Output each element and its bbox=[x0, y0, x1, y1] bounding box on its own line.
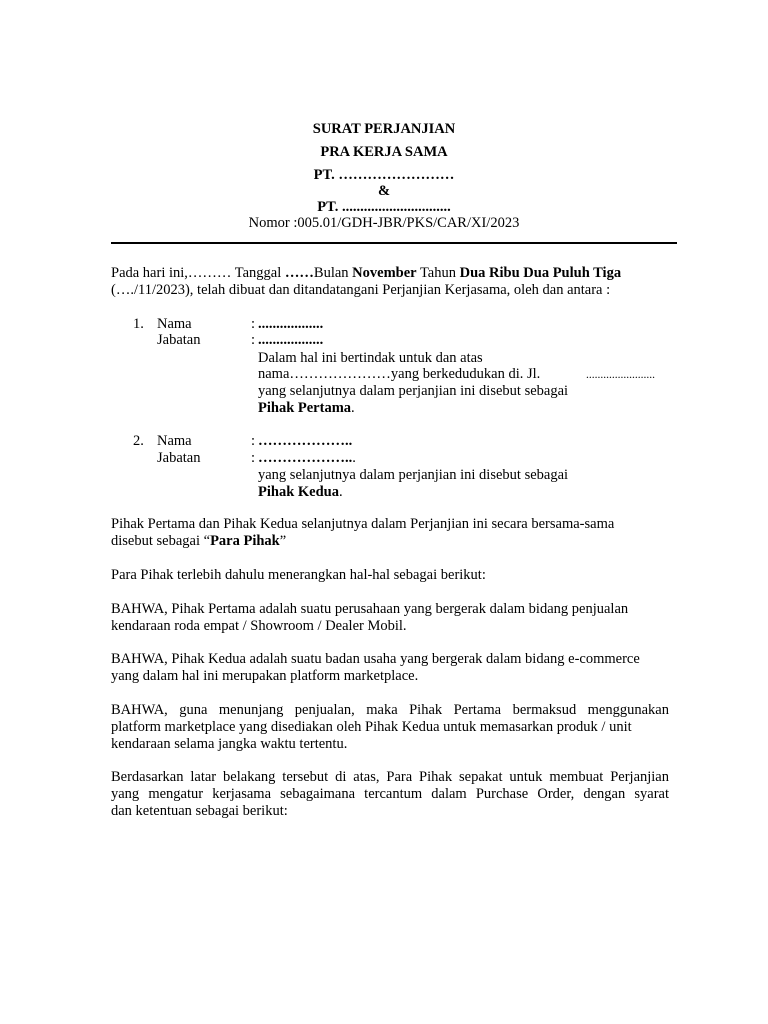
para-5-line-1: BAHWA, guna menunjang penjualan, maka Pihak Pertama bermaksud menggunakan bbox=[111, 702, 669, 718]
party2-jabatan-colon: : bbox=[251, 450, 256, 466]
party1-desc-3: yang selanjutnya dalam perjanjian ini disebut sebagai bbox=[258, 383, 569, 399]
party2-jabatan-end: . bbox=[352, 450, 356, 466]
document-subtitle: PRA KERJA SAMA bbox=[320, 144, 448, 160]
party2-role-line bbox=[258, 484, 343, 501]
para-3-line-2: kendaraan roda empat / Showroom / Dealer Mobil. bbox=[111, 618, 407, 634]
opening-text: Pada hari ini,……… Tanggal bbox=[111, 265, 285, 281]
party1-company-line: PT. …………………… bbox=[313, 167, 455, 183]
party1-desc-2-dots: ........................ bbox=[586, 369, 655, 381]
opening-bulan: Bulan bbox=[313, 265, 353, 281]
party1-nama-value: .................. bbox=[258, 316, 324, 332]
party1-role-end: . bbox=[351, 400, 355, 416]
party1-role: Pihak Pertama bbox=[258, 400, 352, 416]
para-6-line-1: Berdasarkan latar belakang tersebut di atas, Para Pihak sepakat untuk membuat Perjanjian bbox=[111, 769, 669, 785]
party2-number: 2. bbox=[133, 433, 144, 449]
party1-jabatan-label: Jabatan bbox=[157, 332, 201, 348]
opening-year: Dua Ribu Dua Puluh Tiga bbox=[459, 265, 622, 281]
opening-dots: …… bbox=[284, 265, 314, 281]
party1-jabatan-value: .................. bbox=[258, 332, 324, 348]
party2-role-end: . bbox=[338, 484, 343, 500]
para-2: Para Pihak terlebih dahulu menerangkan hal-hal sebagai berikut: bbox=[111, 567, 486, 583]
party2-nama-colon: : bbox=[251, 433, 256, 449]
para-1-text: disebut sebagai “ bbox=[111, 533, 211, 549]
party1-nama-label: Nama bbox=[157, 316, 192, 332]
para-4-line-1: BAHWA, Pihak Kedua adalah suatu badan usaha yang bergerak dalam bidang e-commerce bbox=[111, 651, 640, 667]
para-6-line-2: yang mengatur kerjasama sebagaimana tercantum dalam Purchase Order, dengan syarat bbox=[111, 786, 669, 802]
header-divider bbox=[111, 242, 677, 244]
party2-jabatan-value-line bbox=[258, 450, 356, 467]
opening-line-2: (…./11/2023), telah dibuat dan ditandatangani Perjanjian Kerjasama, oleh dan antara : bbox=[111, 282, 611, 298]
party2-nama-value: ……………….. bbox=[258, 433, 353, 449]
para-1-line-2 bbox=[111, 533, 286, 550]
party2-desc-3: yang selanjutnya dalam perjanjian ini disebut sebagai bbox=[258, 467, 569, 483]
opening-line-1 bbox=[111, 265, 621, 282]
party2-nama-label: Nama bbox=[157, 433, 192, 449]
opening-month: November bbox=[352, 265, 417, 281]
para-1-quote-end: ” bbox=[279, 533, 287, 549]
party1-desc-1: Dalam hal ini bertindak untuk dan atas bbox=[258, 350, 483, 366]
opening-tahun: Tahun bbox=[416, 265, 460, 281]
party1-nama-colon: : bbox=[251, 316, 256, 332]
party1-number: 1. bbox=[133, 316, 144, 332]
para-3-line-1: BAHWA, Pihak Pertama adalah suatu perusahaan yang bergerak dalam bidang penjualan bbox=[111, 601, 629, 617]
para-4-line-2: yang dalam hal ini merupakan platform marketplace. bbox=[111, 668, 419, 684]
ampersand: & bbox=[377, 183, 391, 199]
para-6-line-3: dan ketentuan sebagai berikut: bbox=[111, 803, 288, 819]
para-5-line-2: platform marketplace yang disediakan oleh Pihak Kedua untuk memasarkan produk / unit bbox=[111, 719, 632, 735]
party2-company-line: PT. .............................. bbox=[317, 199, 451, 215]
para-pihak-term: Para Pihak bbox=[210, 533, 280, 549]
party2-jabatan-label: Jabatan bbox=[157, 450, 201, 466]
para-1-line-1: Pihak Pertama dan Pihak Kedua selanjutnya dalam Perjanjian ini secara bersama-sama bbox=[111, 516, 615, 532]
party1-desc-2: nama…………………yang berkedudukan di. Jl. bbox=[258, 366, 541, 382]
document-number: Nomor :005.01/GDH-JBR/PKS/CAR/XI/2023 bbox=[248, 215, 520, 231]
party1-role-line bbox=[258, 400, 355, 417]
party2-role: Pihak Kedua bbox=[258, 484, 339, 500]
party1-jabatan-colon: : bbox=[251, 332, 256, 348]
party2-jabatan-value: ……………….. bbox=[258, 450, 353, 466]
document-title: SURAT PERJANJIAN bbox=[312, 121, 456, 137]
para-5-line-3: kendaraan selama jangka waktu tertentu. bbox=[111, 736, 348, 752]
